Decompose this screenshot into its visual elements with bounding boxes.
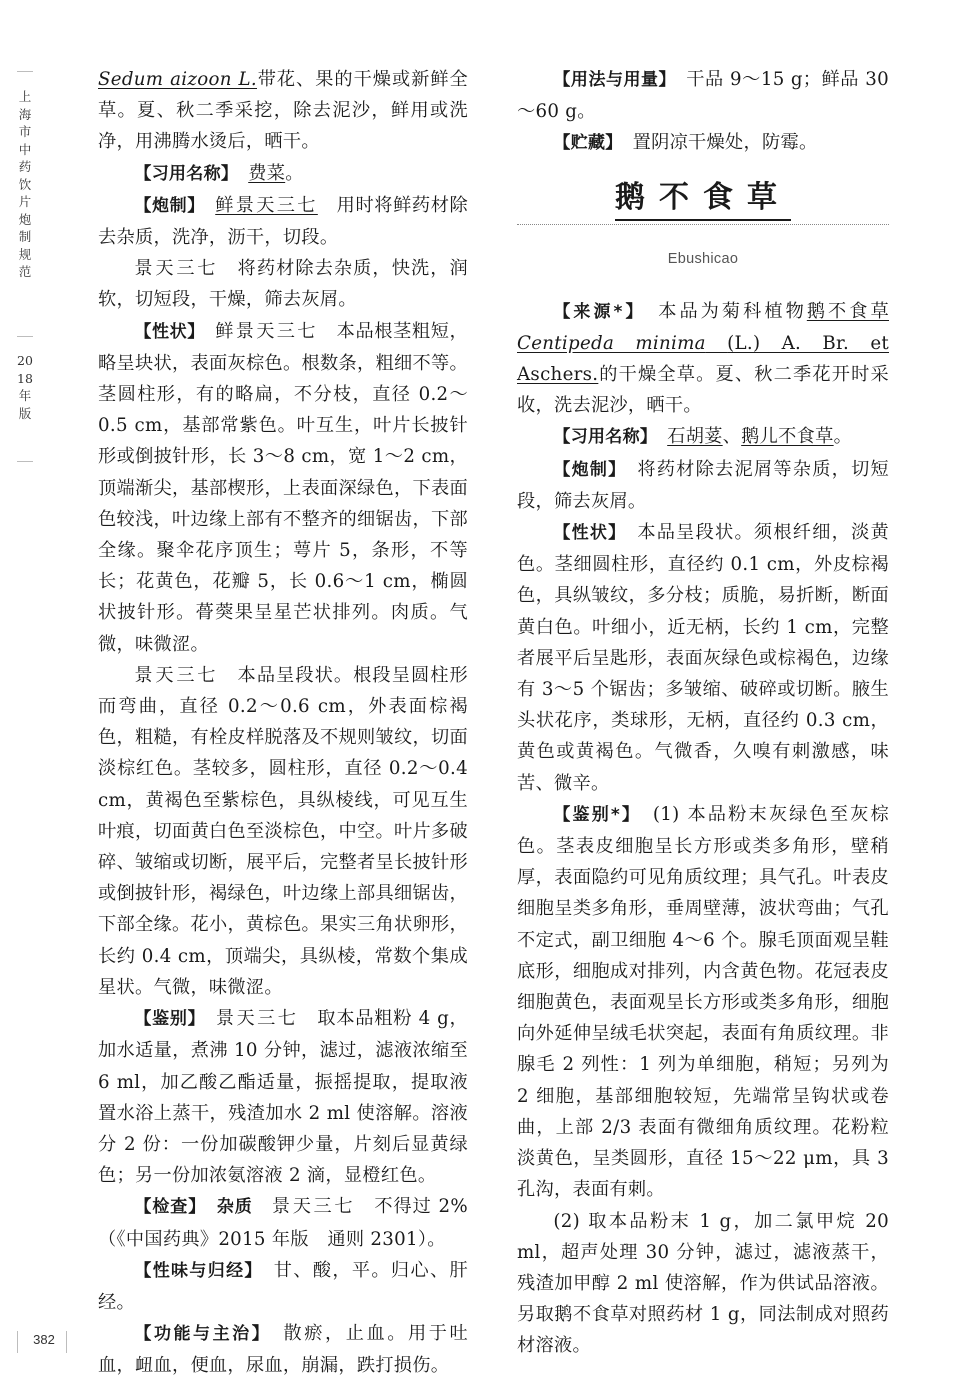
section-heading: 【鉴别】 [134, 1009, 197, 1030]
sidebar-rule-middle [17, 336, 33, 337]
section-identification [517, 799, 889, 1206]
section-description [98, 316, 468, 660]
section-heading: 【贮藏】 [553, 133, 615, 154]
section-text: 将药材除去泥屑等杂质，切短段，筛去灰屑。 [517, 458, 889, 512]
section-heading: 【鉴别*】 [553, 804, 633, 825]
section-text: 散瘀，止血。用于吐血，衄血，便血，尿血，崩漏，跌打损伤。 [98, 1323, 468, 1377]
section-text: 干品 9～15 g；鲜品 30～60 g。 [517, 69, 889, 123]
section-processing [98, 190, 468, 253]
item-name: 景天三七 [215, 1008, 299, 1030]
section-processing [517, 454, 889, 517]
section-text: 本品呈段状。根段呈圆柱形而弯曲，直径 0.2～0.6 cm，外表面棕褐色，粗糙，有栓皮样脱落及不规则皱纹，切面淡棕红色。茎较多，圆柱形，直径 0.2～0.4 cm，黄褐色至紫棕色，具纵棱线，可见互生叶痕，切面黄白色至淡棕色，中空。叶片多破碎、皱缩或切断，展平后，完整者呈长披针形或倒披针形，褐绿色，叶边缘上部具细锯齿，下部全缘。花小，黄棕色。果实三角状卵形，长约 0.4 cm，顶端尖，具纵棱，常数个集成星状。气微，味微涩。 [98, 664, 468, 998]
section-heading: 【习用名称】 [134, 163, 230, 184]
source-text: 带花、果的干燥或新鲜全草。夏、秋二季采挖，除去泥沙，鲜用或洗净，用沸腾水烫后，晒干。 [98, 69, 468, 153]
punctuation: 。 [833, 426, 853, 448]
section-text: 甘、酸，平。归心、肝经。 [98, 1259, 468, 1313]
side-running-head [0, 0, 50, 1376]
common-name: 费菜 [248, 162, 286, 184]
sidebar-book-title: 上海市中药饮片炮制规范 [18, 89, 32, 279]
section-source [517, 296, 889, 422]
monograph-title [517, 179, 889, 215]
item-name: 鲜景天三七 [215, 320, 318, 342]
right-column [517, 64, 889, 1362]
source-continuation [98, 64, 468, 158]
section-storage [517, 127, 889, 159]
sidebar-rule-top [17, 71, 33, 72]
section-heading: 【用法与用量】 [553, 70, 668, 90]
section-text: (2) 取本品粉末 1 g，加二氯甲烷 20 ml，超声处理 30 分钟，滤过，滤液蒸干，残渣加甲醇 2 ml 使溶解，作为供试品溶液。另取鹅不食草对照药材 1 g，同法制成对照药材溶液。 [517, 1210, 889, 1357]
sidebar-edition: 2018年版 [17, 353, 33, 421]
page-number-rule-left [17, 1331, 18, 1353]
section-text: (1) 本品粉末灰绿色至灰棕色。茎表皮细胞呈长方形或类多角形，壁稍厚，表面隐约可见角质纹理；具气孔。叶表皮细胞呈类多角形，垂周壁薄，波状弯曲；气孔不定式，副卫细胞 4～6 个。腺毛顶面观呈鞋底形，细胞成对排列，内含黄色物。花冠表皮细胞黄色，表面观呈长方形或类多角形，细胞向外延伸呈绒毛状突起，表面有角质纹理。非腺毛 2 列性：1 列为单细胞，稍短；另列为 2 细胞，基部细胞较短，先端常呈钩状或卷曲，上部 2/3 表面有微细角质纹理。花粉粒淡黄色，呈类圆形，直径 15～22 μm，具 3 孔沟，表面有刺。 [517, 803, 889, 1201]
section-text: 取本品粗粉 4 g，加水适量，煮沸 10 分钟，滤过，滤液浓缩至 6 ml，加乙酸乙酯适量，振摇提取，提取液置水浴上蒸干，残渣加水 2 ml 使溶解。溶液分 2 份：一份加碳酸钾少量，片刻后显黄绿色；另一份加浓氨溶液 2 滴，显橙红色。 [98, 1008, 468, 1187]
plant-name: 鹅不食草 [806, 300, 889, 322]
latin-author: (L.) A. Br. et Aschers. [517, 332, 889, 386]
left-column [98, 64, 468, 1382]
monograph-header [517, 176, 889, 296]
section-common-names [517, 421, 889, 453]
section-text: 用时将鲜药材除去杂质，洗净，沥干，切段。 [98, 194, 469, 249]
section-processing-2 [98, 253, 468, 315]
page-number-rule-right [66, 1331, 67, 1353]
section-heading: 【性状】 [134, 321, 197, 342]
section-function [98, 1318, 468, 1381]
item-name: 景天三七 [134, 258, 219, 280]
item-name: 鲜景天三七 [215, 194, 318, 216]
section-text: 置阴凉干燥处，防霉。 [632, 132, 818, 154]
latin-name: Centipeda minima [517, 332, 706, 354]
section-usage-dosage [517, 64, 889, 127]
page-number: 382 [33, 1332, 55, 1347]
monograph-title-text: 鹅不食草 [615, 180, 791, 221]
section-description-2 [98, 660, 468, 1003]
common-name: 鹅儿不食草 [741, 426, 834, 448]
section-heading: 【功能与主治】 [134, 1324, 263, 1345]
section-heading: 【性味与归经】 [134, 1260, 255, 1281]
section-text: 本品为菊科植物 [658, 300, 807, 322]
section-text: 的干燥全草。夏、秋二季花开时采收，洗去泥沙，晒干。 [517, 364, 889, 417]
section-common-names [98, 158, 468, 190]
section-text: 将药材除去杂质，快洗，润软，切短段，干燥，筛去灰屑。 [98, 258, 468, 311]
latin-name: Sedum aizoon L. [98, 69, 257, 90]
title-dotted-rule [517, 224, 889, 225]
punctuation: 、 [722, 426, 742, 448]
section-description [517, 517, 889, 799]
common-name: 石胡荽 [667, 426, 723, 448]
monograph-pinyin: Ebushicao [667, 250, 739, 267]
section-inspection [98, 1191, 468, 1254]
sub-heading: 杂质 [216, 1197, 253, 1218]
section-text: 本品呈段状。须根纤细，淡黄色。茎细圆柱形，直径约 0.1 cm，外皮棕褐色，具纵皱纹，多分枝；质脆，易折断，断面黄白色。叶细小，近无柄，长约 1 cm，完整者展平后呈匙形，表面灰绿色或棕褐色，边缘有 3～5 个锯齿；多皱缩、破碎或切断。腋生头状花序，类球形，无柄，直径约 0.3 cm，黄色或黄褐色。气微香，久嗅有刺激感，味苦、微辛。 [517, 522, 889, 794]
section-heading: 【来源*】 [553, 301, 637, 322]
section-text: 本品根茎粗短，略呈块状，表面灰棕色。根数条，粗细不等。茎圆柱形，有的略扁，不分枝，直径 0.2～0.5 cm，基部常紫色。叶互生，叶片长披针形或倒披针形，长 3～8 cm，宽 1～2 cm，顶端渐尖，基部楔形，上表面深绿色，下表面色较浅，叶边缘上部有不整齐的细锯齿，下部全缘。聚伞花序顶生；萼片 5，条形，不等长；花黄色，花瓣 5，长 0.6～1 cm，椭圆状披针形。蓇葖果呈星芒状排列。肉质。气微，味微涩。 [98, 320, 469, 655]
punctuation: 。 [285, 162, 304, 184]
section-identification-2 [517, 1206, 889, 1362]
sidebar-rule-bottom [17, 461, 33, 462]
item-name: 景天三七 [271, 1196, 356, 1218]
section-heading: 【习用名称】 [553, 427, 649, 448]
section-text: 不得过 2%（《中国药典》2015 年版 通则 2301）。 [98, 1196, 468, 1250]
section-heading: 【炮制】 [553, 459, 618, 480]
section-identification [98, 1003, 468, 1191]
section-heading: 【检查】 [134, 1197, 198, 1218]
section-heading: 【炮制】 [134, 195, 197, 216]
item-name: 景天三七 [134, 664, 219, 686]
section-nature-meridian [98, 1255, 468, 1318]
section-heading: 【性状】 [553, 523, 618, 544]
